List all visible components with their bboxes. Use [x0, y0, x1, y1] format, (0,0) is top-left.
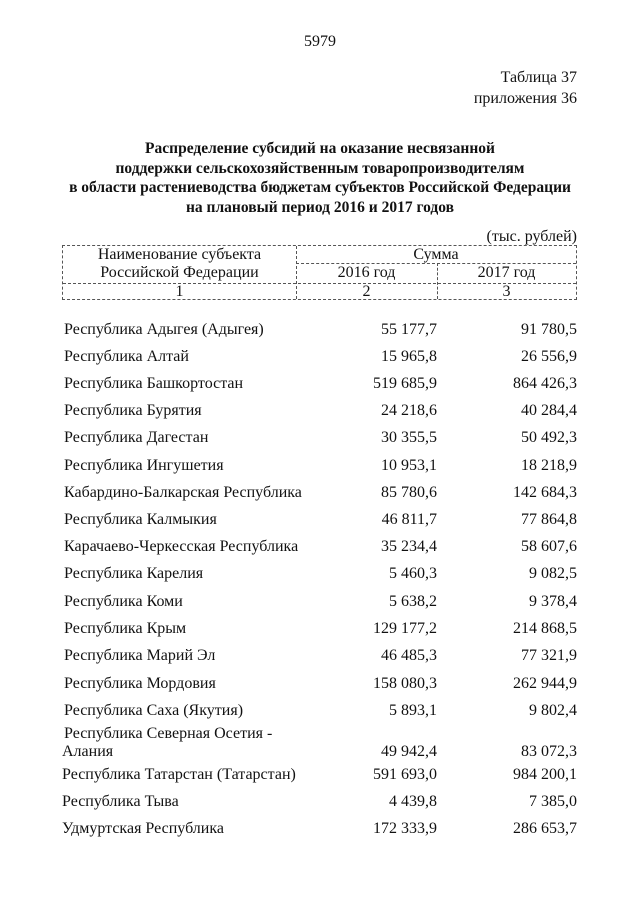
- region-name: Удмуртская Республика: [62, 820, 224, 837]
- amount-2017: 864 426,3: [513, 375, 577, 392]
- amount-2017: 7 385,0: [529, 793, 577, 810]
- amount-2016: 10 953,1: [381, 457, 437, 474]
- region-name: Карачаево-Черкесская Республика: [64, 538, 299, 555]
- amount-2017: 984 200,1: [513, 766, 577, 783]
- document-title: [0, 139, 640, 217]
- region-name: Республика Дагестан: [64, 429, 209, 446]
- region-name: Республика Коми: [64, 593, 183, 610]
- amount-2017: 83 072,3: [521, 743, 577, 760]
- region-name: Республика Татарстан (Татарстан): [62, 766, 296, 783]
- amount-2017: 262 944,9: [513, 675, 577, 692]
- amount-2016: 30 355,5: [381, 429, 437, 446]
- header-sum: Сумма: [413, 246, 459, 263]
- amount-2017: 214 868,5: [513, 620, 577, 637]
- region-name: Республика Карелия: [64, 565, 204, 582]
- region-name: Республика Мордовия: [64, 675, 216, 692]
- amount-2017: 286 653,7: [513, 820, 577, 837]
- amount-2016: 129 177,2: [373, 620, 437, 637]
- region-name: Республика Бурятия: [64, 402, 202, 419]
- amount-2016: 15 965,8: [381, 348, 437, 365]
- table-header: [62, 245, 577, 300]
- amount-2017: 91 780,5: [521, 321, 577, 338]
- amount-2016: 24 218,6: [381, 402, 437, 419]
- header-col-number-3: 3: [502, 283, 511, 300]
- region-name: Кабардино-Балкарская Республика: [64, 484, 302, 501]
- amount-2016: 85 780,6: [381, 484, 437, 501]
- title-line: Распределение субсидий на оказание несвязанной: [145, 140, 495, 157]
- amount-2017: 77 864,8: [521, 511, 577, 528]
- title-line: на плановый период 2016 и 2017 годов: [186, 198, 454, 216]
- amount-2017: 77 321,9: [521, 647, 577, 664]
- amount-2017: 9 378,4: [529, 593, 577, 610]
- table-label-number: Таблица 37: [500, 69, 577, 86]
- amount-2016: 46 485,3: [381, 647, 437, 664]
- amount-2016: 591 693,0: [373, 766, 437, 783]
- region-name: Республика Марий Эл: [64, 647, 216, 664]
- region-name: Республика Тыва: [62, 793, 179, 810]
- amount-2017: 18 218,9: [521, 457, 577, 474]
- amount-2017: 40 284,4: [521, 402, 577, 419]
- header-col-number-1: 1: [175, 283, 184, 300]
- amount-2016: 55 177,7: [381, 321, 437, 338]
- region-name: Республика Башкортостан: [64, 375, 244, 392]
- region-name: Республика Адыгея (Адыгея): [64, 321, 264, 338]
- amount-2017: 9 802,4: [529, 702, 577, 719]
- region-name: Республика Ингушетия: [64, 457, 224, 474]
- region-name-continued: Алания: [62, 743, 114, 760]
- amount-2016: 4 439,8: [389, 793, 437, 810]
- amount-2016: 35 234,4: [381, 538, 437, 555]
- amount-2017: 58 607,6: [521, 538, 577, 555]
- header-year-2017: 2017 год: [477, 264, 536, 281]
- region-name: Республика Саха (Якутия): [64, 702, 244, 719]
- amount-2017: 142 684,3: [513, 484, 577, 501]
- amount-2016: 5 460,3: [389, 565, 437, 582]
- header-name-line1: Наименование субъекта: [97, 246, 262, 263]
- region-name: Республика Алтай: [64, 348, 189, 365]
- amount-2017: 50 492,3: [521, 429, 577, 446]
- region-name: Республика Северная Осетия -: [64, 725, 273, 742]
- amount-2016: 158 080,3: [373, 675, 437, 692]
- header-year-2016: 2016 год: [337, 264, 396, 281]
- amount-2016: 519 685,9: [373, 375, 437, 392]
- title-line: поддержки сельскохозяйственным товаропроизводителям: [115, 159, 525, 177]
- units-label: (тыс. рублей): [486, 228, 577, 245]
- region-name: Республика Крым: [64, 620, 187, 637]
- amount-2017: 9 082,5: [529, 565, 577, 582]
- amount-2016: 5 638,2: [389, 593, 437, 610]
- header-name-line2: Российской Федерации: [100, 264, 259, 281]
- title-line: в области растениеводства бюджетам субъектов Российской Федерации: [69, 179, 571, 196]
- amount-2017: 26 556,9: [521, 348, 577, 365]
- page-number: 5979: [304, 33, 336, 50]
- region-name: Республика Калмыкия: [64, 511, 217, 528]
- table-label-appendix: приложения 36: [473, 90, 577, 107]
- amount-2016: 49 942,4: [381, 743, 437, 760]
- header-col-number-2: 2: [362, 283, 371, 300]
- amount-2016: 46 811,7: [381, 511, 437, 528]
- amount-2016: 172 333,9: [373, 820, 437, 837]
- amount-2016: 5 893,1: [389, 702, 437, 719]
